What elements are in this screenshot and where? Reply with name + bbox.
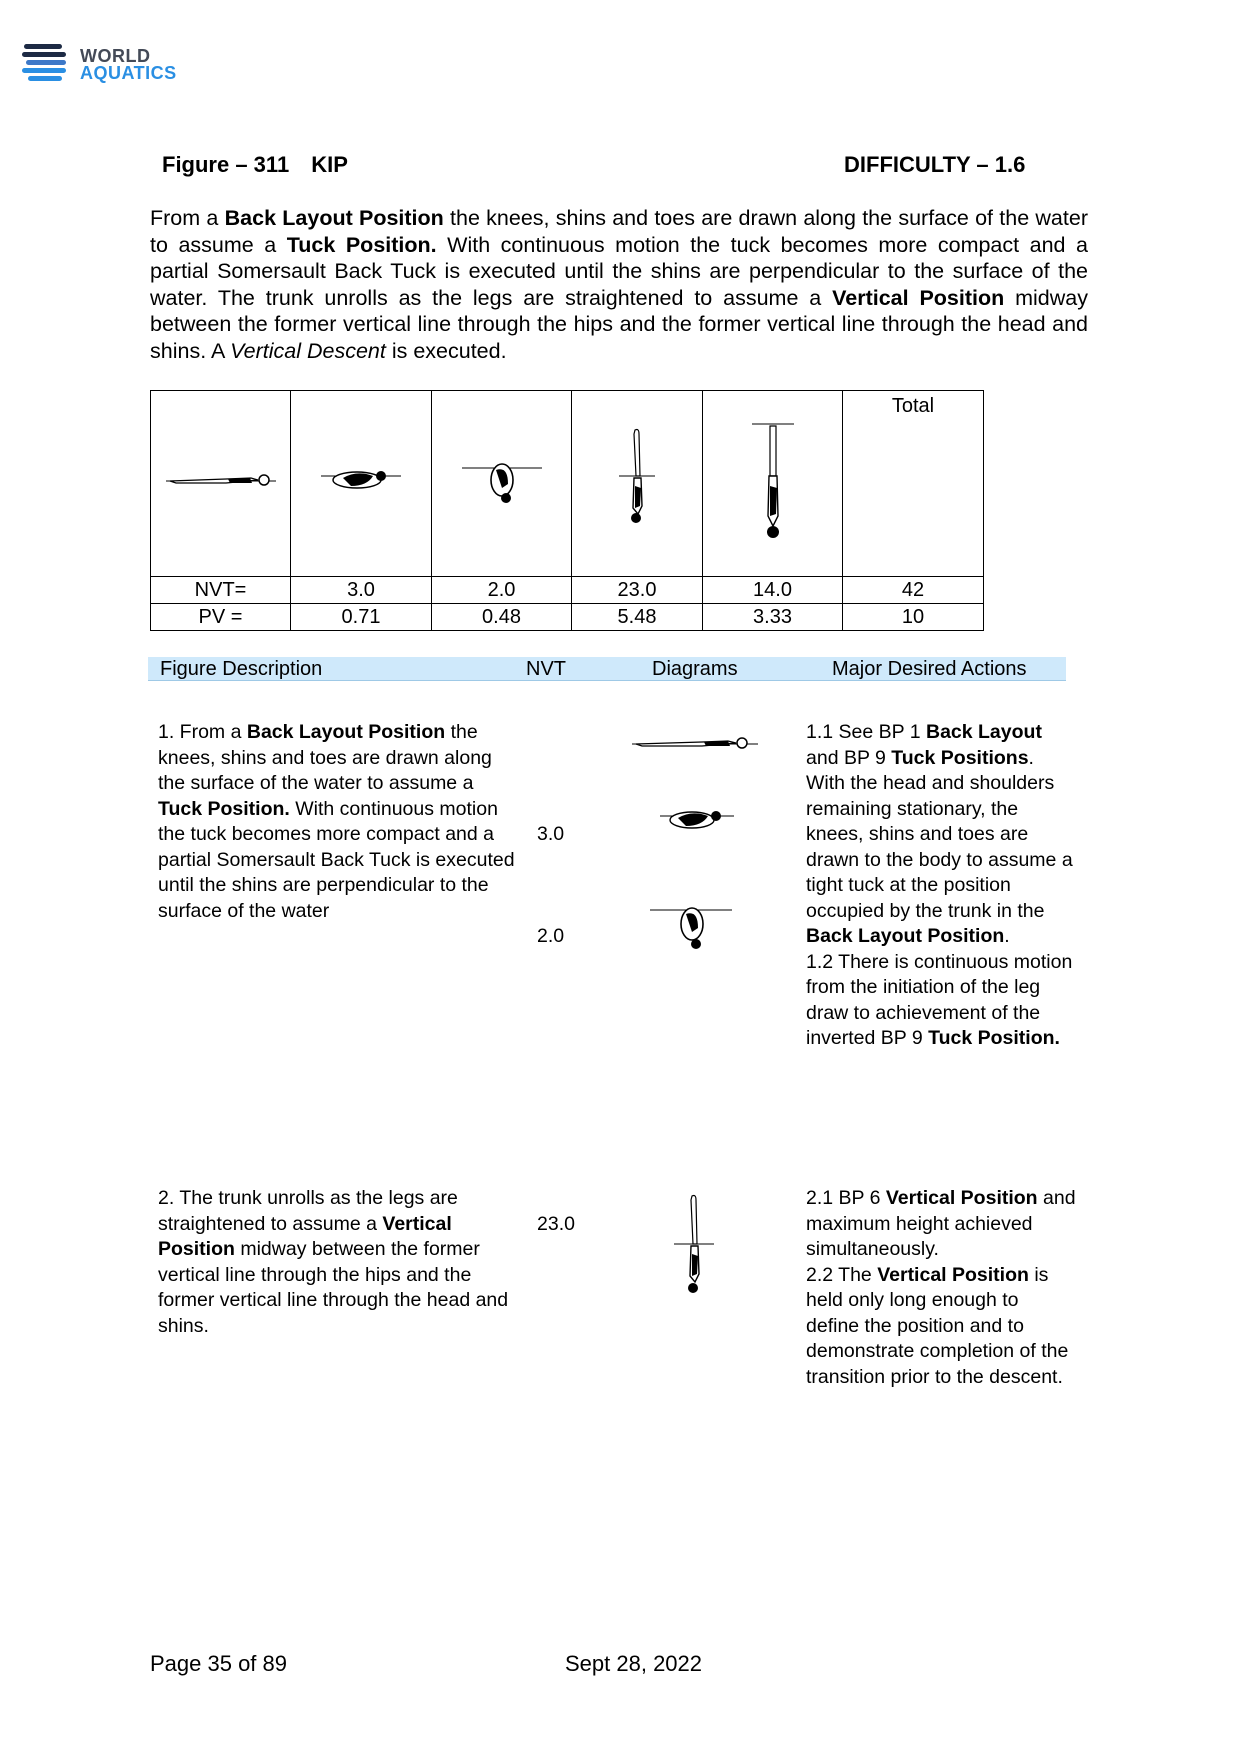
nvt-value: 23.0 — [572, 577, 703, 604]
diagram-partial-somersault — [432, 391, 572, 577]
step-1-somersault-diagram — [650, 898, 732, 954]
step-2-actions: 2.1 BP 6 Vertical Position and maximum height achieved simultaneously. 2.2 The Vertical Position is held only long enough to define the position and to demonstrate completion of the transition prior to the descent. — [806, 1187, 1076, 1388]
col-major-desired-actions: Major Desired Actions — [832, 658, 1027, 680]
figure-number: Figure – 311 — [162, 152, 290, 177]
figure-summary: From a Back Layout Position the knees, shins and toes are drawn along the surface of the water to assume a Tuck Position. With continuous motion the tuck becomes more compact and a partial Somersault Back Tuck is executed until the shins are perpendicular to the surface of the water. The trunk unrolls as the legs are straightened to assume a Vertical Position midway between the former vertical line through the hips and the former vertical line through the head and shins. A Vertical Descent is executed. — [150, 206, 1089, 363]
step-2-nvt: 23.0 — [537, 1213, 575, 1235]
total-header: Total — [843, 391, 984, 577]
diagram-tuck-surface — [291, 391, 432, 577]
tuck-surface-figure-icon — [321, 466, 401, 496]
col-diagrams: Diagrams — [652, 658, 738, 680]
document-date: Sept 28, 2022 — [565, 1651, 703, 1676]
step-1-description: 1. From a Back Layout Position the knees, shins and toes are drawn along the surface of the water to assume a Tuck Position. With continuous motion the tuck becomes more compact and a partial Somersault Back Tuck is executed until the shins are perpendicular to the surface of the water — [158, 721, 515, 922]
pv-value: 0.48 — [432, 604, 572, 631]
pv-value: 0.71 — [291, 604, 432, 631]
pv-label: PV = — [151, 604, 291, 631]
col-figure-description: Figure Description — [160, 658, 323, 680]
figure-title — [162, 152, 348, 178]
step-1-actions: 1.1 See BP 1 Back Layout and BP 9 Tuck Positions. With the head and shoulders remaining stationary, the knees, shins and toes are drawn to the body to assume a tight tuck at the position occupied by the trunk in the Back Layout Position. 1.2 There is continuous motion from the initiation of the leg draw to achievement of the inverted BP 9 Tuck Position. — [806, 721, 1073, 1049]
step-2-description: 2. The trunk unrolls as the legs are straightened to assume a Vertical Position midway between the former vertical line through the hips and the former vertical line through the head and shins. — [158, 1187, 509, 1337]
pv-row — [151, 604, 984, 631]
diagram-back-layout — [151, 391, 291, 577]
diagram-vertical-rising — [572, 391, 703, 577]
logo-mark-icon — [22, 40, 78, 90]
step-1-back-layout-diagram — [632, 734, 758, 754]
col-nvt: NVT — [526, 658, 566, 680]
description-table-header — [148, 657, 1066, 681]
pv-value: 3.33 — [703, 604, 843, 631]
page-number: Page 35 of 89 — [150, 1651, 288, 1676]
step-1-nvt-b: 2.0 — [537, 925, 565, 947]
back-layout-figure-icon — [166, 471, 276, 491]
world-aquatics-logo — [22, 40, 192, 90]
pv-value: 5.48 — [572, 604, 703, 631]
nvt-row — [151, 577, 984, 604]
step-2-vertical-diagram — [674, 1192, 714, 1304]
diagram-vertical-position — [703, 391, 843, 577]
nvt-value: 3.0 — [291, 577, 432, 604]
partial-somersault-figure-icon — [462, 456, 542, 506]
pv-total: 10 — [843, 604, 984, 631]
vertical-position-figure-icon — [748, 416, 798, 546]
nvt-label: NVT= — [151, 577, 291, 604]
nvt-value: 2.0 — [432, 577, 572, 604]
nvt-total: 42 — [843, 577, 984, 604]
step-1-tuck-diagram — [660, 806, 734, 836]
logo-text-aquatics: AQUATICS — [80, 63, 177, 83]
difficulty-rating: DIFFICULTY – 1.6 — [844, 152, 1026, 177]
logo-text-world: WORLD — [80, 46, 151, 66]
score-table — [150, 390, 984, 631]
nvt-value: 14.0 — [703, 577, 843, 604]
figure-name: KIP — [311, 152, 348, 177]
vertical-rising-figure-icon — [617, 426, 657, 536]
step-1-nvt-a: 3.0 — [537, 823, 565, 845]
